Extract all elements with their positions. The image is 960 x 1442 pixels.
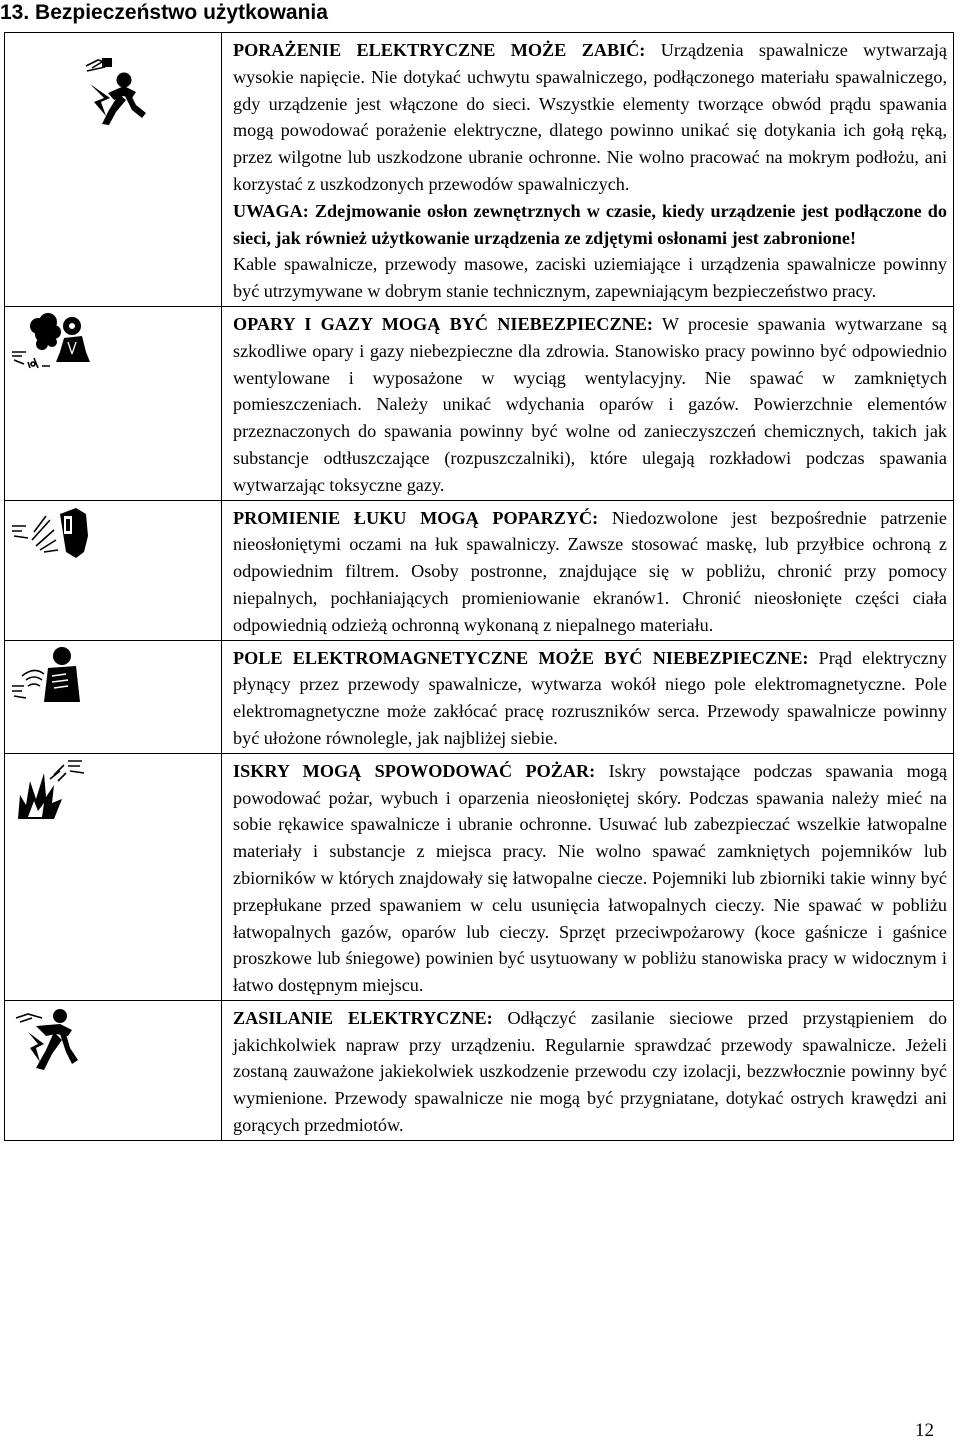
electromagnetic-field-icon [6,646,126,706]
hazard-text: Odłączyć zasilanie sieciowe przed przystąpieniem do jakichkolwiek napraw przy urządzeniu. Regularnie sprawdzać przewody spawalnicze. Jeżeli zostaną zauważone jakiekolwiek uszkodzenie przewodu czy izolacji, bezzwłocznie powinny być wymienione. Przewody spawalnicze nie mogą być przygniatane, dotykać ostrych krawędzi ani gorących przedmiotów. [233,1007,947,1136]
hazard-text: Urządzenia spawalnicze wytwarzają wysokie napięcie. Nie dotykać uchwytu spawalniczego, podłączonego materiału spawalniczego, gdy urządzenie jest włączone do sieci. Wszystkie elementy tworzące obwód prądu spawania mogą powodować porażenie elektryczne, dlatego powinno unikać się dotykania ich gołą ręką, przez wilgotne lub uszkodzone ubranie ochronne. Nie wolno pracować na mokrym podłożu, ani korzystać z uszkodzonych przewodów spawalniczych. [233,40,947,194]
hazard-title: POLE ELEKTROMAGNETYCZNE MOŻE BYĆ NIEBEZPIECZNE: [233,647,809,668]
section-heading: 13. Bezpieczeństwo użytkowania [0,1,328,24]
icon-cell [5,1000,222,1140]
safety-row-fumes [5,306,954,500]
hazard-title: ZASILANIE ELEKTRYCZNE: [233,1007,493,1028]
safety-paragraph [233,311,947,499]
hazard-text: Niedozwolone jest bezpośrednie patrzenie nieosłoniętymi oczami na łuk spawalniczy. Zawsze stosować maskę, lub przyłbice ochroną z odpowiednim filtrem. Osoby postronne, znajdujące się w pobliżu, chronić przy pomocy niepalnych, pochłaniających promieniowanie ekranów1. Chronić nieosłonięte części ciała odpowiednią odzieżą ochronną wykonaną z niepalnego materiału. [233,507,948,635]
fumes-gases-icon [6,312,126,392]
sparks-fire-icon [6,759,126,821]
power-supply-shock-icon [6,1006,126,1082]
icon-cell [5,33,222,307]
warning-text: UWAGA: Zdejmowanie osłon zewnętrznych w czasie, kiedy urządzenie jest podłączone do sieci, jak również użytkowanie urządzenia ze zdjętymi osłonami jest zabronione! [233,200,947,248]
hazard-title: ISKRY MOGĄ SPOWODOWAĆ POŻAR: [233,760,596,781]
hazard-title: OPARY I GAZY MOGĄ BYĆ NIEBEZPIECZNE: [233,313,653,334]
safety-row-electric-shock [5,33,954,307]
safety-row-sparks [5,753,954,1000]
electric-shock-icon [6,38,166,126]
safety-paragraph [233,251,947,305]
hazard-title: PORAŻENIE ELEKTRYCZNE MOŻE ZABIĆ: [233,40,646,60]
text-cell [222,753,954,1000]
hazard-text: Prąd elektryczny płynący przez przewody spawalnicze, wytwarza wokół niego pole elektromagnetyczne. Pole elektromagnetyczne może zakłócać pracę rozruszników serca. Przewody spawalnicze powinny być ułożone równolegle, jak najbliżej siebie. [233,647,947,748]
hazard-text: Iskry powstające podczas spawania mogą powodować pożar, wybuch i oparzenia nieosłoniętej skóry. Podczas spawania należy mieć na sobie rękawice spawalnicze i ubranie ochronne. Usuwać lub zabezpieczać wszelkie łatwopalne materiały i substancje z miejsca pracy. Nie wolno spawać zamkniętych pojemników lub zbiorników w których znajdowały się łatwopalne ciecze. Pojemniki lub zbiorniki takie winny być przepłukane przed spawaniem w celu usunięcia łatwopalnych cieczy. Nie spawać w pobliżu łatwopalnych gazów, oparów lub cieczy. Sprzęt przeciwpożarowy (koce gaśnicze i gaśnice proszkowe lub śniegowe) powinien być usytuowany w pobliżu stanowiska pracy w widocznym i łatwo dostępnym miejscu. [233,760,948,996]
hazard-title: PROMIENIE ŁUKU MOGĄ POPARZYĆ: [233,507,599,528]
hazard-text: Kable spawalnicze, przewody masowe, zaciski uziemiające i urządzenia spawalnicze powinny być utrzymywane w dobrym stanie technicznym, zapewniającym bezpieczeństwo pracy. [233,254,947,302]
icon-cell [5,640,222,753]
text-cell [222,33,954,307]
icon-cell [5,306,222,500]
hazard-text: W procesie spawania wytwarzane są szkodliwe opary i gazy niebezpieczne dla zdrowia. Stanowisko pracy powinno być odpowiednio wentylowane i wyposażone w wyciąg wentylacyjny. Nie spawać w zamkniętych pomieszczeniach. Należy unikać wdychania oparów i gazów. Powierzchnie elementów przeznaczonych do spawania powinny być wolne od zanieczyszczeń chemicznych, takich jak substancje odtłuszczające (rozpuszczalniki), które ulegają rozkładowi podczas spawania wytwarzając toksyczne gazy. [233,313,948,495]
safety-paragraph [233,37,947,198]
safety-paragraph [233,758,947,999]
text-cell [222,640,954,753]
text-cell [222,500,954,640]
text-cell [222,306,954,500]
safety-row-arc-rays [5,500,954,640]
safety-row-power-supply [5,1000,954,1140]
icon-cell [5,753,222,1000]
safety-paragraph [233,645,947,752]
safety-row-emf [5,640,954,753]
safety-table [4,32,954,1141]
safety-paragraph [233,1005,947,1139]
page-number: 12 [915,1420,934,1441]
icon-cell [5,500,222,640]
safety-paragraph [233,505,947,639]
safety-warning [233,198,947,252]
arc-rays-icon [6,506,126,566]
text-cell [222,1000,954,1140]
